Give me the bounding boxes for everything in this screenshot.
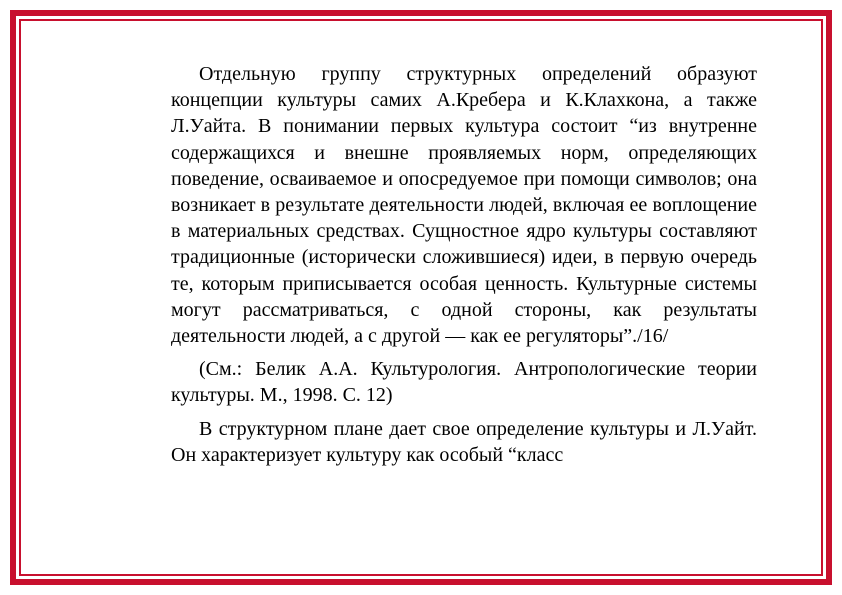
paragraph-citation: (См.: Белик А.А. Культурология. Антропологические теории культуры. М., 1998. С. 12) [171,358,757,407]
paragraph-structural-definitions: Отдельную группу структурных определений образуют концепции культуры самих А.Кребера и К.Клахкона, а также Л.Уайта. В понимании первых культура состоит “из внутренне содержащихся и внешне проявляемых норм, определяющих поведение, осваиваемое и опосредуемое при помощи символов; она возникает в результате деятельности людей, включая ее воплощение в материальных средствах. Сущностное ядро культуры составляют традиционные (исторически сложившиеся) идеи, в первую очередь те, которым приписывается особая ценность. Культурные системы могут рассматриваться, с одной стороны, как результаты деятельности людей, а с другой — как ее регуляторы”./16/ [171,63,757,348]
paragraph-white-definition: В структурном плане дает свое определение культуры и Л.Уайт. Он характеризует культуру как особый “класс [171,417,757,466]
text-body [171,61,757,475]
